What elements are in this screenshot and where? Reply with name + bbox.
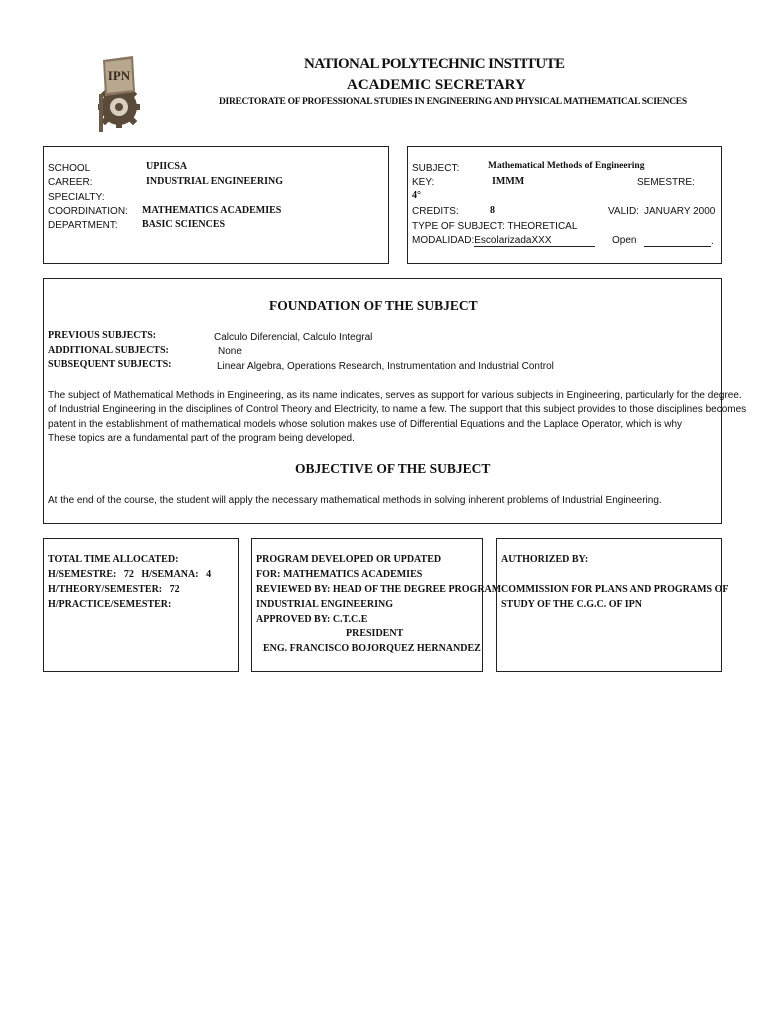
paragraph-line: These topics are a fundamental part of the program being developed. [48, 432, 355, 444]
key-label: KEY: [412, 177, 435, 188]
school-info-box [43, 146, 389, 264]
authorized-line: COMMISSION FOR PLANS AND PROGRAMS OF [501, 584, 729, 595]
credits-label: CREDITS: [412, 206, 459, 217]
credits-value: 8 [490, 205, 495, 216]
previous-subjects-value: Calculo Diferencial, Calculo Integral [214, 332, 373, 343]
modality-row [412, 235, 595, 247]
program-line: INDUSTRIAL ENGINEERING [256, 599, 393, 610]
subject-info-box [407, 146, 722, 264]
coordination-label: COORDINATION: [48, 206, 128, 217]
objective-text: At the end of the course, the student will apply the necessary mathematical methods in solving inherent problems of Industrial Engineering. [48, 495, 662, 506]
valid-label: VALID: [608, 206, 639, 217]
specialty-label: SPECIALTY: [48, 192, 105, 203]
school-value: UPIICSA [146, 161, 188, 172]
semester-value: 4° [412, 190, 421, 201]
additional-subjects-value: None [218, 346, 242, 357]
semester-label: SEMESTRE: [637, 177, 695, 188]
program-line: REVIEWED BY: HEAD OF THE DEGREE PROGRAM [256, 584, 502, 595]
subsequent-subjects-label: SUBSEQUENT SUBJECTS: [48, 359, 172, 370]
open-label: Open [612, 235, 637, 246]
school-label: SCHOOL [48, 163, 91, 174]
ipn-logo [93, 52, 145, 136]
foundation-paragraph [48, 389, 747, 446]
open-row [644, 235, 714, 247]
modality-label: MODALIDAD: [412, 235, 475, 246]
foundation-heading: FOUNDATION OF THE SUBJECT [269, 298, 478, 313]
type-of-subject: TYPE OF SUBJECT: THEORETICAL [412, 221, 578, 232]
directorate-title: DIRECTORATE OF PROFESSIONAL STUDIES IN ENGINEERING AND PHYSICAL MATHEMATICAL SCIENCES [219, 97, 687, 107]
coordination-value: MATHEMATICS ACADEMIES [142, 205, 282, 216]
authorized-box [496, 538, 729, 672]
time-line: H/SEMESTRE: 72 H/SEMANA: 4 [48, 569, 212, 580]
paragraph-line: of Industrial Engineering in the disciplines of Control Theory and Electricity, to name a few. The support that this subject provides to those disciplines becomes [48, 404, 747, 416]
institution-title: NATIONAL POLYTECHNIC INSTITUTE [304, 56, 565, 72]
paragraph-line: patent in the establishment of mathematical models whose solution makes use of Differential Equations and the Laplace Operator, which is why [48, 418, 683, 430]
ipn-logo-icon [93, 52, 145, 136]
modality-value: EscolarizadaXXX [474, 235, 595, 247]
time-line: H/PRACTICE/SEMESTER: [48, 599, 172, 610]
foundation-box [43, 278, 747, 524]
open-tail: . [711, 236, 714, 247]
career-label: CAREER: [48, 177, 93, 188]
authorized-line: STUDY OF THE C.G.C. OF IPN [501, 599, 642, 610]
time-line: TOTAL TIME ALLOCATED: [48, 554, 179, 565]
open-blank [644, 235, 711, 247]
program-line: PROGRAM DEVELOPED OR UPDATED [256, 554, 442, 565]
department-value: BASIC SCIENCES [142, 219, 226, 230]
time-allocation-box [43, 538, 239, 672]
program-developed-box [251, 538, 502, 672]
career-value: INDUSTRIAL ENGINEERING [146, 176, 283, 187]
authorized-line: AUTHORIZED BY: [501, 554, 589, 565]
secretary-title: ACADEMIC SECRETARY [347, 77, 526, 93]
objective-heading: OBJECTIVE OF THE SUBJECT [295, 461, 491, 476]
logo-lettering: IPN [107, 68, 131, 83]
department-label: DEPARTMENT: [48, 220, 118, 231]
program-line: PRESIDENT [346, 628, 404, 639]
program-line: FOR: MATHEMATICS ACADEMIES [256, 569, 423, 580]
additional-subjects-label: ADDITIONAL SUBJECTS: [48, 345, 169, 356]
program-line: APPROVED BY: C.T.C.E [256, 614, 368, 625]
subject-label: SUBJECT: [412, 163, 460, 174]
previous-subjects-label: PREVIOUS SUBJECTS: [48, 330, 157, 341]
subsequent-subjects-value: Linear Algebra, Operations Research, Instrumentation and Industrial Control [217, 361, 554, 372]
subject-value: Mathematical Methods of Engineering [488, 161, 645, 171]
program-line: ENG. FRANCISCO BOJORQUEZ HERNANDEZ [263, 643, 481, 654]
valid-value: JANUARY 2000 [644, 206, 716, 217]
paragraph-line: The subject of Mathematical Methods in Engineering, as its name indicates, serves as support for various subjects in Engineering, particularly for the degree. [48, 390, 742, 401]
time-line: H/THEORY/SEMESTER: 72 [48, 584, 180, 595]
key-value: IMMM [492, 176, 525, 187]
